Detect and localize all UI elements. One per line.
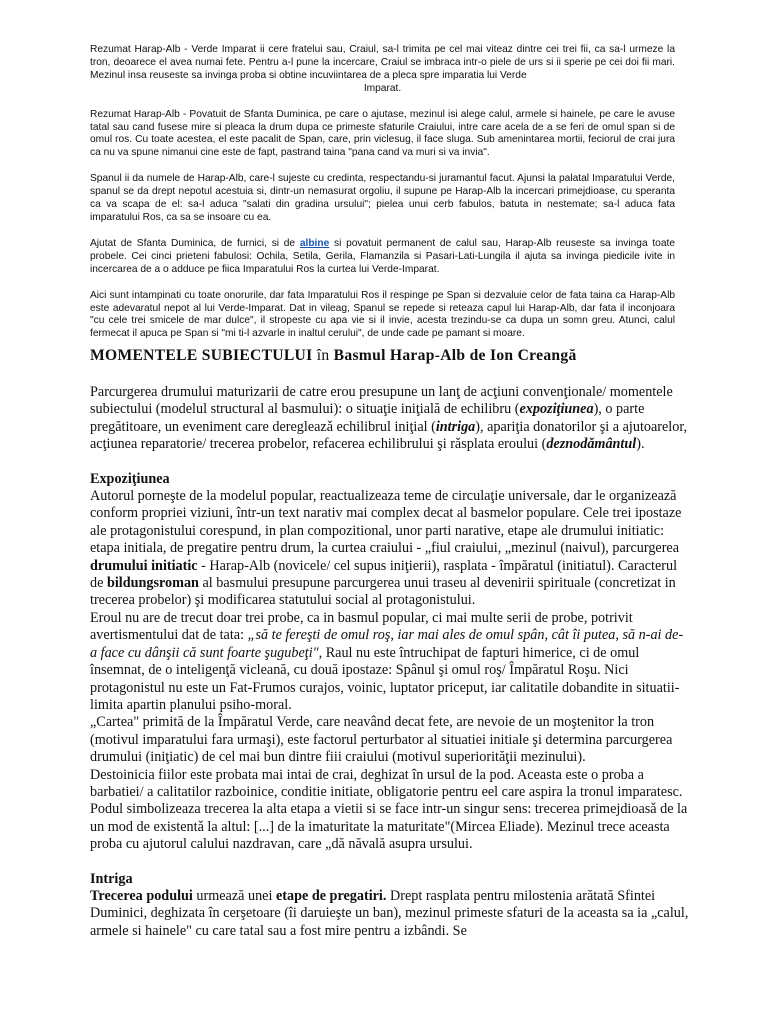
albine-link[interactable]: albine (299, 237, 330, 249)
expozitiunea-paragraph-4: Destoinicia fiilor este probata mai intai de crai, deghizat în ursul de la pod. Aceasta este o proba a barbatiei/ a calitatilor razboinice, conditie initiate, obligatorie pentru eel care aspira la tronul imparatesc. Podul simbolizeaza trecerea la alta etapa a vietii si se face intr-un singur sens: trecerea primejdioasǎ de la un mod de existentǎ la altul: [...] de la imaturitate la maturitate"(Mircea Eliade). Mezinul trece aceasta proba cu ajutorul calului nazdravan, care „dă năvală asupra ursului. (90, 766, 688, 853)
emphasis: drumului initiatic (90, 557, 198, 574)
title-part: MOMENTELE SUBIECTULUI (90, 347, 313, 364)
section-title-expozitiunea: Expoziţiunea (90, 470, 170, 487)
title-part: Basmul Harap-Alb de Ion Creangă (333, 347, 577, 364)
summary-section (90, 44, 675, 354)
spacer (90, 854, 690, 871)
emphasis: intriga (435, 418, 476, 435)
text: Autorul porneşte de la modelul popular, reactualizeaza teme de circulaţie universale, dar le organizează conform propriei viziuni, într-un text narativ mai complex decat al basmelor populare. Cele trei ipostaze ale protagonistului corespund, in plan compozitional, unor parti narative, etape ale drumului initiatic: etapa initiala, de pregatire pentru drum, la curtea craiului - „fiul craiului, „mezinul (naivul), parcurgerea (90, 488, 682, 557)
text: ), o parte pregătitoare, un eveniment care deregleazǎ echilibrul iniţial ( (90, 401, 645, 435)
summary-paragraph-3: Spanul ii da numele de Harap-Alb, care-l sujeste cu credinta, respectandu-si juramantul facut. Ajunsi la palatal Imparatului Verde, spanul se da drept nepotul acestuia si, dintr-un nemasurat orgoliu, il supune pe Harap-Alb la incercari primejdioase, cu speranta ca va scapa de el: sa-l aduca "salati din gradina ursului"; pielea unui cerb fabulos, batuta in nestemate; sa-l aduca fata imparatului Ros, ca sa se insoare cu ea. (90, 173, 675, 223)
text: - Harap-Alb (novicele/ cel supus iniţierii), rasplata - împăratul (initiatul). Caracterul de (90, 557, 678, 592)
spacer (90, 454, 690, 471)
expozitiunea-paragraph-1 (90, 488, 690, 610)
summary-paragraph-5: Aici sunt intampinati cu toate onorurile, dar fata Imparatului Ros il respinge pe Span si dezvaluie celor de fata taina ca Harap-Alb este adevaratul nepot al lui Verde-Imparat. Dat in vileag, Spanul se repede si reteaza capul lui Harap-Alb, dar fata il inconjoara "cu cele trei smicele de mar dulce", il stropeste cu apa vie si il invie, acesta trezindu-se ca dupa un somn greu. Atunci, calul fermecat il apuca pe Span si "mi ti-l azvarle in inaltul cerului", de unde cade pe pamant si moare. (90, 289, 675, 340)
text: al basmului presupune parcurgerea unui traseu al devenirii spirituale (concretizat in trecerea probelor) şi modificarea statutului social al protagonistului. (90, 575, 676, 609)
emphasis: Trecerea podului (90, 887, 193, 904)
quote: „să te fereşti de omul roş, iar mai ales de omul spân, cât îi putea, să n-ai de-a face cu dânşii că sunt foarte şugubeţi" (90, 627, 684, 661)
summary-text: Ajutat de Sfanta Duminica, de furnici, si de (90, 237, 296, 249)
intro-paragraph (90, 384, 690, 454)
summary-text-tail: Imparat. (363, 82, 402, 94)
text: Eroul nu are de trecut doar trei probe, ca in basmul popular, ci mai multe serii de probe, potrivit avertismentului dat de tata: (90, 609, 633, 644)
text: Parcurgerea drumului maturizarii de catre erou presupune un lanţ de acţiuni convenţionale/ momentele subiectului (modelul structural al basmului): o situaţie iniţială de echilibru ( (90, 384, 673, 418)
text: Drept rasplata pentru milostenia arătată Sfintei Duminici, deghizata în cerşetoare (îi daruieşte un ban), mezinul primeste sfaturi de la aceasta sa ia „calul, armele si hainele" cu care tatal sau a fost mire pentru a izbândi. Se (90, 887, 689, 939)
essay-body (90, 384, 690, 940)
emphasis: etape de pregatiri. (275, 887, 387, 904)
section-title-intriga: Intriga (90, 870, 133, 887)
summary-paragraph-2: Rezumat Harap-Alb - Povatuit de Sfanta Duminica, pe care o ajutase, mezinul isi alege calul, armele si hainele, pe care le avuse tatal sau cand fusese mire si pleaca la drum dupa ce primeste sfaturile Craiului, intre care acela de a se feri de omul span si de omul ros. Cu toate acestea, el este pacalit de Span, care, prin viclesug, il face sluga. Sub amenintarea mortii, feciorul de crai jura ca nu va spune nimanui cine este de fapt, pastrand taina "pana cand va muri si va invia". (90, 108, 675, 159)
text: ). (636, 436, 645, 453)
summary-paragraph-4 (90, 238, 675, 277)
title-part: în (312, 347, 334, 364)
summary-text: si povatuit permanent de calul sau, Harap-Alb reuseste sa invinga toate probele. Cei cinci prieteni fabulosi: Ochila, Setila, Gerila, Flamanzila si Pasari-Lati-Lungila il ajuta sa invinga piedicile ivite in incercarea de a o adduce pe fiica Imparatului Ros la curtea lui Verde-Imparat. (90, 237, 675, 275)
text: , Raul nu este întruchipat de fapturi himerice, ci de omul însemnat, de o inteligenţă vicleană, cu două ipostaze: Spânul şi omul roş/ Împăratul Roşu. Nici protagonistul nu este un Fat-Frumos curajos, voinic, luptator priceput, iar calitatile dobandite in situatii-limita apartin planului psiho-moral. (90, 644, 680, 713)
emphasis: expoziţiunea (519, 401, 594, 418)
page-title (90, 347, 577, 365)
text: urmează unei (192, 887, 276, 904)
emphasis: bildungsroman (106, 575, 199, 592)
expozitiunea-paragraph-3: „Cartea" primită de la Împăratul Verde, care neavând decat fete, are nevoie de un moştenitor la tron (motivul imparatului fara urmaşi), este factorul perturbator al situatiei initiale şi determina parcurgerea drumului (iniţiatic) de cel mai bun dintre fiii craiului (motivul superiorităţii mezinului). (90, 714, 673, 766)
summary-text: Rezumat Harap-Alb - Verde Imparat ii cere fratelui sau, Craiul, sa-l trimita pe cel mai viteaz dintre cei trei fii, ca sa-l urmeze la tron, deoarece el avea numai fete. Pentru a-l pune la incercare, Craiul se imbraca intr-o piele de urs si ii sperie pe cei doi fii mari. Mezinul insa reuseste sa invinga proba si obtine incuviintarea de a pleca spre imparatia lui Verde (90, 44, 675, 81)
expozitiunea-paragraph-2 (90, 610, 690, 714)
summary-paragraph-1 (90, 44, 675, 96)
emphasis: deznodǎmântul (546, 436, 637, 453)
intriga-paragraph-1 (90, 888, 690, 940)
text: ), apariţia donatorilor şi a ajutoarelor, acţiunea reparatorie/ trecerea probelor, refacerea echilibrului şi rǎsplata eroului ( (90, 418, 688, 453)
